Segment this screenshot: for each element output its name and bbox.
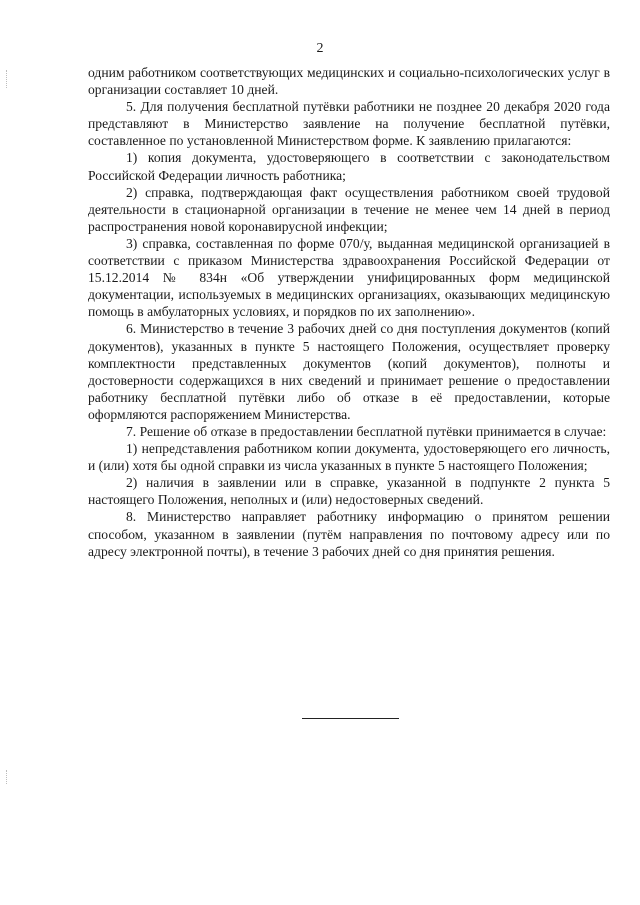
paragraph-continuation: одним работником соответствующих медицинских и социально-психологических услуг в организации составляет 10 дней. xyxy=(88,65,610,98)
scan-edge-marks xyxy=(6,70,11,88)
document-body xyxy=(88,64,610,560)
paragraph-7-item-1: 1) непредставления работником копии документа, удостоверяющего его личность, и (или) хотя бы одной справки из числа указанных в пункте 5 настоящего Положения; xyxy=(88,441,610,474)
paragraph-5: 5. Для получения бесплатной путёвки работники не позднее 20 декабря 2020 года представляют в Министерство заявление на получение бесплатной путёвки, составленное по установленной Министерством форме. К заявлению прилагаются: xyxy=(88,99,610,149)
paragraph-5-item-1: 1) копия документа, удостоверяющего в соответствии с законодательством Российской Федерации личность работника; xyxy=(88,150,610,183)
paragraph-8: 8. Министерство направляет работнику информацию о принятом решении способом, указанном в заявлении (путём направления по почтовому адресу или по адресу электронной почты), в течение 3 рабочих дней со дня принятия решения. xyxy=(88,509,610,559)
end-of-text-divider xyxy=(302,718,399,719)
page-number: 2 xyxy=(316,41,324,56)
paragraph-5-item-3: 3) справка, составленная по форме 070/у, выданная медицинской организацией в соответствии с приказом Министерства здравоохранения Российской Федерации от 15.12.2014 № 834н «Об утверждении унифицированных форм медицинской документации, используемых в медицинских организациях, оказывающих медицинскую помощь в амбулаторных условиях, и порядков по их заполнению». xyxy=(88,235,610,320)
paragraph-5-item-2: 2) справка, подтверждающая факт осуществления работником своей трудовой деятельности в стационарной организации в течение не менее чем 14 дней в период распространения новой коронавирусной инфекции; xyxy=(88,184,610,234)
paragraph-7-item-2: 2) наличия в заявлении или в справке, указанной в подпункте 2 пункта 5 настоящего Положения, неполных и (или) недостоверных сведений. xyxy=(88,475,610,508)
scan-edge-marks xyxy=(6,770,11,784)
paragraph-7: 7. Решение об отказе в предоставлении бесплатной путёвки принимается в случае: xyxy=(126,423,607,439)
paragraph-6: 6. Министерство в течение 3 рабочих дней со дня поступления документов (копий документов), указанных в пункте 5 настоящего Положения, осуществляет проверку комплектности представленных документов (копий документов), полноты и достоверности содержащихся в них сведений и принимает решение о предоставлении работнику бесплатной путёвки либо об отказе в её предоставлении, которые оформляются распоряжением Министерства. xyxy=(88,321,610,422)
